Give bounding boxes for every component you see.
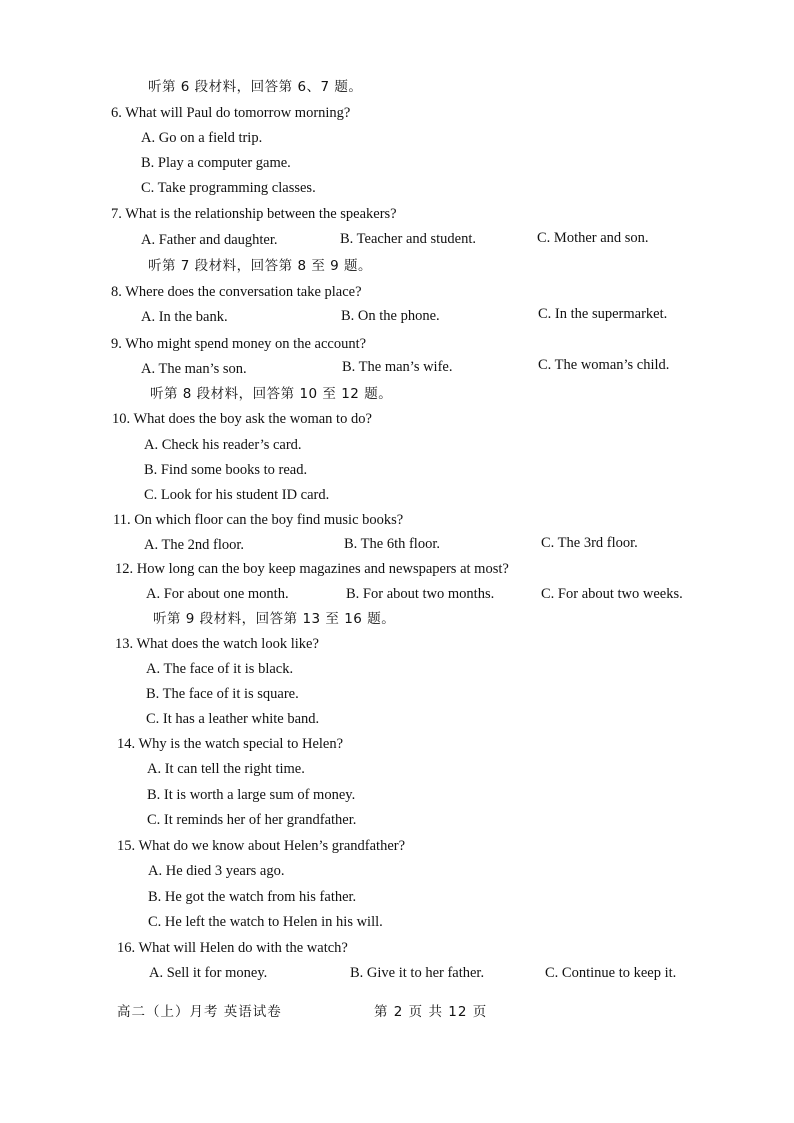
answer-option: B. The 6th floor. (344, 536, 440, 552)
answer-option: A. He died 3 years ago. (148, 863, 285, 879)
answer-option: A. Father and daughter. (141, 232, 278, 248)
answer-option: B. Give it to her father. (350, 965, 485, 981)
question-stem: 12. How long can the boy keep magazines and newspapers at most? (115, 561, 509, 577)
answer-option: A. Check his reader’s card. (144, 437, 302, 453)
answer-option: A. The man’s son. (141, 361, 247, 377)
question-stem: 13. What does the watch look like? (115, 636, 319, 652)
answer-option: B. For about two months. (346, 586, 495, 602)
question-stem: 15. What do we know about Helen’s grandfather? (117, 838, 406, 854)
answer-option: B. On the phone. (341, 308, 440, 324)
section-instruction: 听第 8 段材料，回答第 10 至 12 题。 (150, 386, 393, 402)
answer-option: C. He left the watch to Helen in his will. (148, 914, 383, 930)
answer-option: B. The face of it is square. (146, 686, 299, 702)
answer-option: C. The woman’s child. (538, 357, 670, 373)
answer-option: A. For about one month. (146, 586, 289, 602)
answer-option: C. In the supermarket. (538, 306, 668, 322)
question-stem: 9. Who might spend money on the account? (111, 336, 367, 352)
answer-option: B. He got the watch from his father. (148, 889, 357, 905)
answer-option: C. Take programming classes. (141, 180, 316, 196)
answer-option: C. For about two weeks. (541, 586, 683, 602)
answer-option: A. The face of it is black. (146, 661, 294, 677)
question-stem: 7. What is the relationship between the speakers? (111, 206, 397, 222)
question-stem: 11. On which floor can the boy find music books? (113, 512, 404, 528)
question-stem: 6. What will Paul do tomorrow morning? (111, 105, 351, 121)
answer-option: B. Play a computer game. (141, 155, 291, 171)
question-stem: 14. Why is the watch special to Helen? (117, 736, 344, 752)
answer-option: A. Sell it for money. (149, 965, 268, 981)
answer-option: B. The man’s wife. (342, 359, 453, 375)
answer-option: A. Go on a field trip. (141, 130, 263, 146)
question-stem: 10. What does the boy ask the woman to do? (112, 411, 372, 427)
answer-option: A. In the bank. (141, 309, 228, 325)
section-instruction: 听第 9 段材料，回答第 13 至 16 题。 (153, 611, 396, 627)
answer-option: C. It reminds her of her grandfather. (147, 812, 357, 828)
section-instruction: 听第 6 段材料，回答第 6、7 题。 (148, 79, 363, 95)
answer-option: A. It can tell the right time. (147, 761, 305, 777)
answer-option: B. Teacher and student. (340, 231, 477, 247)
section-instruction: 听第 7 段材料，回答第 8 至 9 题。 (148, 258, 373, 274)
answer-option: C. Continue to keep it. (545, 965, 677, 981)
answer-option: C. It has a leather white band. (146, 711, 320, 727)
answer-option: C. Look for his student ID card. (144, 487, 330, 503)
answer-option: C. Mother and son. (537, 230, 649, 246)
question-stem: 8. Where does the conversation take place? (111, 284, 362, 300)
page-number: 第 2 页 共 12 页 (374, 1004, 488, 1020)
answer-option: B. Find some books to read. (144, 462, 308, 478)
exam-title: 高二（上）月考 英语试卷 (117, 1004, 282, 1020)
answer-option: C. The 3rd floor. (541, 535, 638, 551)
answer-option: B. It is worth a large sum of money. (147, 787, 356, 803)
question-stem: 16. What will Helen do with the watch? (117, 940, 348, 956)
answer-option: A. The 2nd floor. (144, 537, 245, 553)
